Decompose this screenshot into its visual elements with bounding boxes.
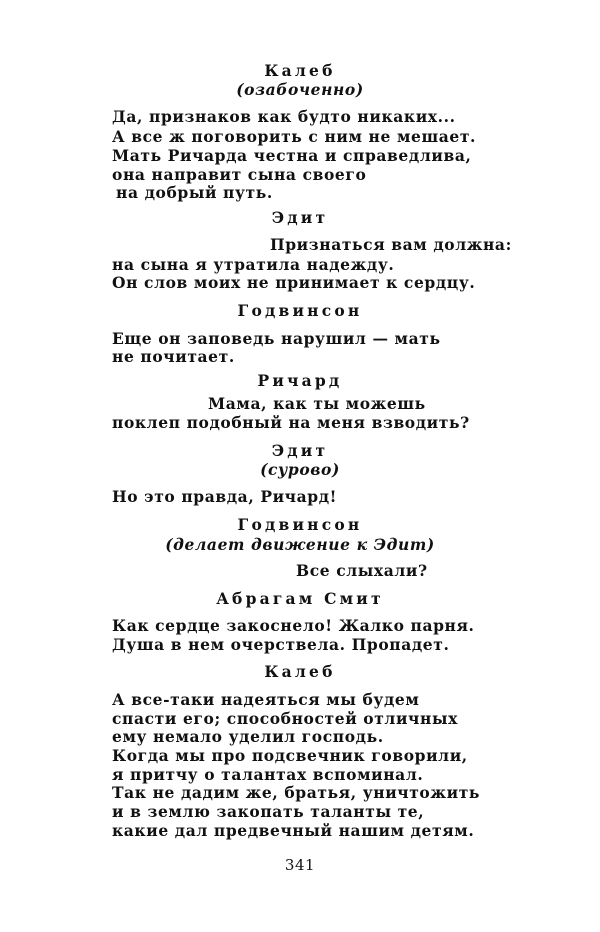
verse-line: не почитает. — [112, 347, 235, 366]
speaker-name: Годвинсон — [237, 301, 363, 320]
speaker-name: Годвинсон — [237, 515, 363, 534]
stage-direction: (сурово) — [260, 460, 340, 479]
verse-line: Мать Ричарда честна и справедлива, — [112, 146, 472, 165]
verse-line: А все-таки надеяться мы будем — [112, 690, 420, 709]
speaker-name: Эдит — [271, 208, 329, 227]
stage-direction: (озабоченно) — [236, 80, 364, 99]
verse-line: Да, признаков как будто никаких... — [112, 107, 456, 126]
verse-line: и в землю закопать таланты те, — [112, 802, 425, 821]
page-number: 341 — [284, 856, 316, 874]
verse-line: Все слыхали? — [296, 561, 428, 580]
speaker-name: Ричард — [257, 371, 343, 390]
speaker-name: Абрагам Смит — [216, 589, 384, 608]
verse-line: Но это правда, Ричард! — [112, 487, 338, 506]
verse-line: Когда мы про подсвечник говорили, — [112, 746, 468, 765]
speaker-name: Эдит — [271, 441, 329, 460]
verse-line: Как сердце закоснело! Жалко парня. — [112, 616, 475, 635]
verse-line: какие дал предвечный нашим детям. — [112, 821, 475, 840]
verse-line: Мама, как ты можешь — [208, 394, 426, 413]
verse-line: на сына я утратила надежду. — [112, 255, 395, 274]
verse-line: она направит сына своего — [112, 165, 367, 184]
verse-line: я притчу о талантах вспоминал. — [112, 765, 424, 784]
verse-line: Душа в нем очерствела. Пропадет. — [112, 635, 450, 654]
stage-direction: (делает движение к Эдит) — [165, 535, 435, 554]
verse-line: Так не дадим же, братья, уничтожить — [112, 783, 481, 802]
verse-line: А все ж поговорить с ним не мешает. — [112, 127, 477, 146]
speaker-name: Калеб — [264, 61, 336, 80]
verse-line: спасти его; способностей отличных — [112, 709, 458, 728]
verse-line: Он слов моих не принимает к сердцу. — [112, 273, 476, 292]
speaker-name: Калеб — [264, 662, 336, 681]
verse-line: Признаться вам должна: — [270, 235, 512, 254]
verse-line: поклеп подобный на меня взводить? — [112, 413, 470, 432]
verse-line: ему немало уделил господь. — [112, 727, 384, 746]
verse-line: Еще он заповедь нарушил — мать — [112, 329, 441, 348]
verse-line: на добрый путь. — [116, 183, 273, 202]
